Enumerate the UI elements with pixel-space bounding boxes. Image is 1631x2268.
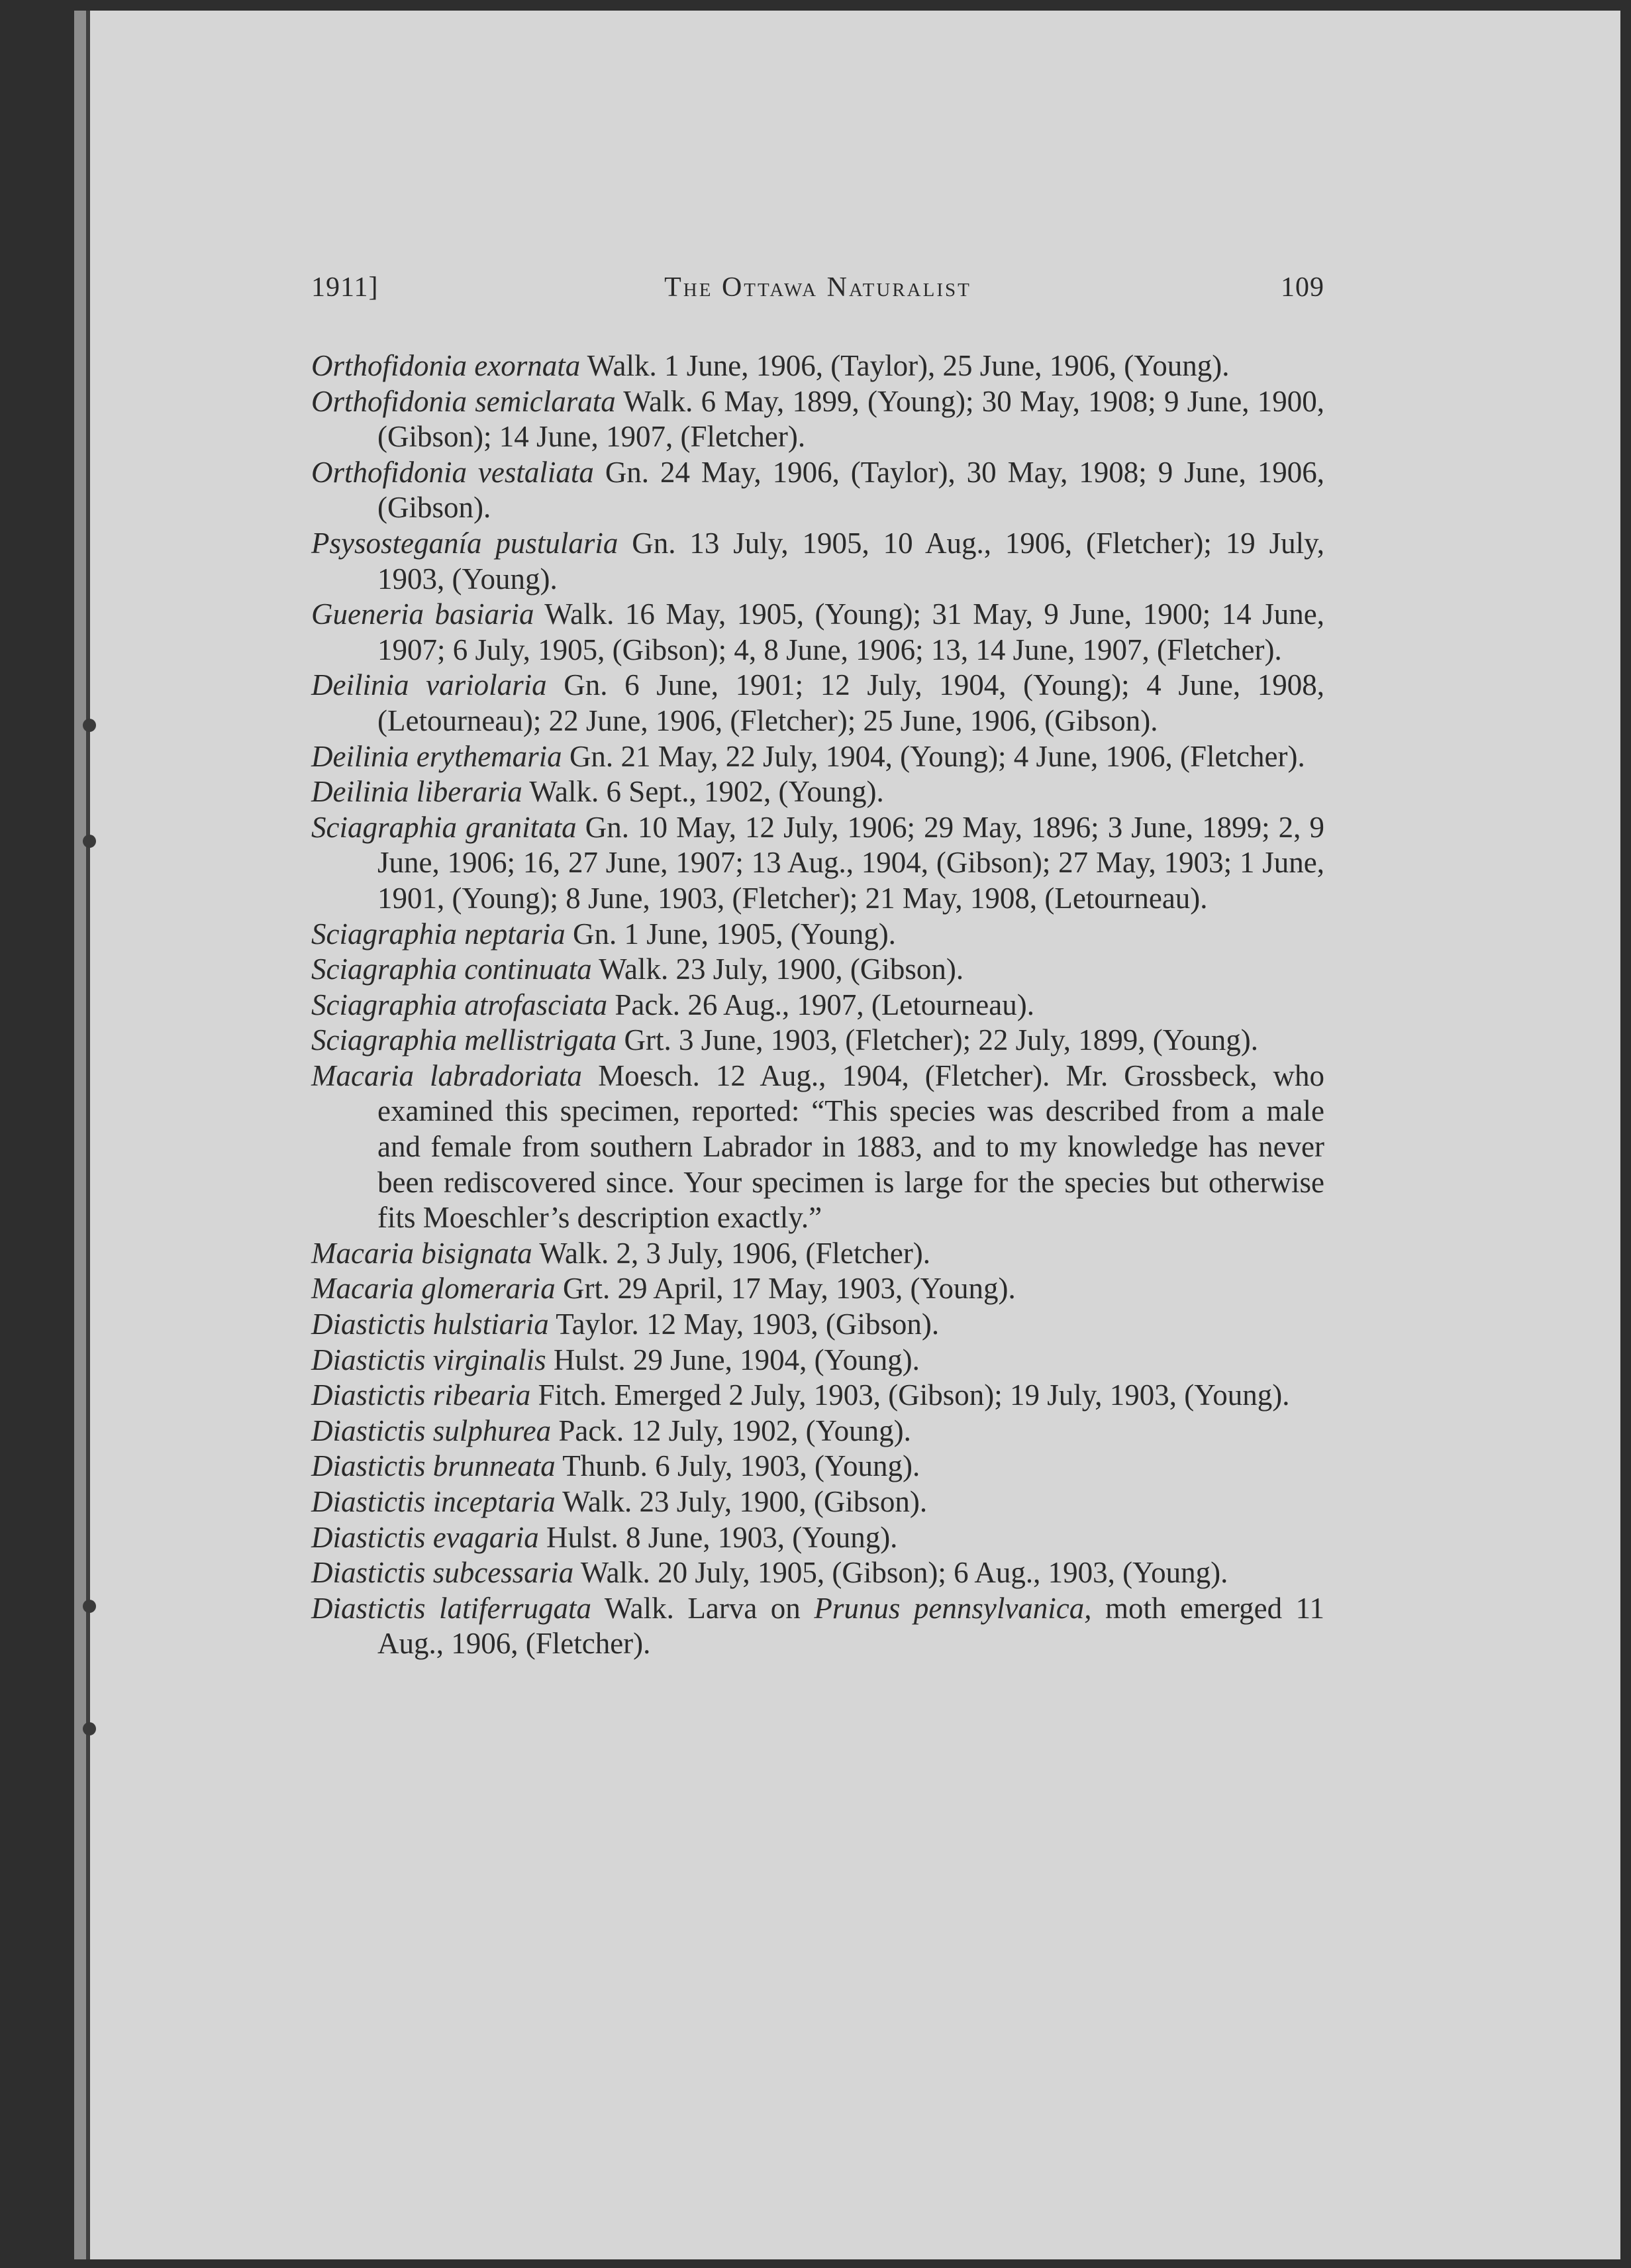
record-text: 10 May, 12 July, 1906; 29 May, 1896; 3 June, 1899; 2, 9 June, 1906; 16, 27 June, 1907; 13 Aug., 1904, (Gibson); 27 May, 1903; 1 June, 1901, (Young); 8 June, 1903, (Fletcher); 21 May, 1908, (Letourneau). (377, 810, 1325, 915)
species-name: Deilinia variolaria (311, 668, 547, 702)
species-entry (311, 348, 1324, 384)
species-name: Diastictis ribearia (311, 1378, 531, 1412)
species-entry (311, 455, 1324, 526)
species-author: Walk. (529, 775, 599, 809)
species-entry (311, 1307, 1324, 1343)
species-name: Diastictis evagaria (311, 1520, 539, 1554)
species-entry (311, 1484, 1324, 1520)
record-text: 12 May, 1903, (Gibson). (646, 1308, 940, 1341)
species-author: Walk. (604, 1591, 674, 1625)
species-entry (311, 1058, 1324, 1236)
species-author: Gn. (572, 917, 617, 951)
species-entry (311, 1414, 1324, 1449)
species-author: Hulst. (553, 1343, 626, 1376)
species-entry (311, 952, 1324, 988)
running-title: The Ottawa Naturalist (664, 272, 971, 303)
species-name: Diastictis sulphurea (311, 1414, 552, 1447)
species-entry (311, 1555, 1324, 1591)
record-text: 13 July, 1905, 10 Aug., 1906, (Fletcher); 19 July, 1903, (Young). (377, 526, 1324, 595)
record-text: 1 June, 1906, (Taylor), 25 June, 1906, (Young). (664, 349, 1230, 382)
species-name: Diastictis virginalis (311, 1343, 546, 1376)
binding-edge (86, 11, 90, 2259)
species-entry (311, 1023, 1324, 1058)
species-author: Fitch. (538, 1378, 607, 1412)
species-author: Gn. (605, 455, 650, 489)
species-name: Diastictis hulstiaria (311, 1308, 549, 1341)
species-name: Diastictis inceptaria (311, 1485, 556, 1518)
species-author: Thunb. (562, 1449, 648, 1483)
record-text: 29 June, 1904, (Young). (632, 1343, 920, 1376)
species-entry (311, 597, 1324, 668)
species-name: Sciagraphia neptaria (311, 917, 566, 951)
species-author: Walk. (580, 1556, 650, 1590)
record-text: Larva on (687, 1591, 801, 1625)
species-entry (311, 1378, 1324, 1414)
species-name: Sciagraphia mellistrigata (311, 1023, 617, 1057)
species-name: Gueneria basiaria (311, 597, 534, 631)
record-text: 6 June, 1901; 12 July, 1904, (Young); 4 June, 1908, (Letourneau); 22 June, 1906, (Fletcher); 25 June, 1906, (Gibson). (377, 668, 1324, 737)
species-author: Walk. (623, 384, 693, 418)
species-name: Sciagraphia atrofasciata (311, 988, 608, 1021)
record-text-tail: moth emerged 11 Aug., 1906, (Fletcher). (377, 1591, 1324, 1661)
species-entry (311, 774, 1324, 810)
record-text: 20 July, 1905, (Gibson); 6 Aug., 1903, (Young). (658, 1556, 1228, 1590)
species-entry (311, 917, 1324, 953)
species-author: Pack. (615, 988, 681, 1021)
species-author: Walk. (587, 349, 657, 382)
species-entry (311, 1236, 1324, 1272)
species-name: Sciagraphia granitata (311, 810, 577, 844)
record-text: 24 May, 1906, (Taylor), 30 May, 1908; 9 June, 1906, (Gibson). (377, 455, 1324, 525)
binding-mark (83, 835, 96, 848)
record-text: 26 Aug., 1907, (Letourneau). (687, 988, 1034, 1021)
page-content (311, 272, 1324, 1662)
species-name: Diastictis latiferrugata (311, 1591, 592, 1625)
species-author: Walk. (599, 953, 669, 986)
record-text: 6 May, 1899, (Young); 30 May, 1908; 9 June, 1900, (Gibson); 14 June, 1907, (Fletcher). (377, 384, 1324, 454)
species-entry (311, 668, 1324, 739)
binding-mark (83, 719, 96, 732)
species-name: Macaria glomeraria (311, 1272, 556, 1306)
species-entry (311, 1271, 1324, 1307)
record-text: 1 June, 1905, (Young). (624, 917, 896, 951)
record-text: 6 Sept., 1902, (Young). (606, 775, 884, 809)
species-author: Gn. (564, 668, 608, 702)
species-name: Orthofidonia semiclarata (311, 384, 616, 418)
page-number: 109 (1281, 272, 1324, 303)
species-author: Gn. (585, 810, 629, 844)
species-author: Moesch. (598, 1058, 700, 1092)
species-name: Sciagraphia continuata (311, 953, 592, 986)
species-entry (311, 1520, 1324, 1556)
species-author: Hulst. (546, 1520, 618, 1554)
record-text: 3 June, 1903, (Fletcher); 22 July, 1899, (Young). (679, 1023, 1258, 1057)
species-name: Deilinia erythemaria (311, 739, 562, 773)
species-entry (311, 988, 1324, 1023)
species-name: Psysosteganía pustularia (311, 526, 618, 560)
host-plant-name: Prunus pennsylvanica, (814, 1591, 1092, 1625)
header-year: 1911] (311, 272, 379, 303)
species-entry (311, 739, 1324, 775)
species-author: Walk. (539, 1236, 609, 1270)
species-author: Walk. (562, 1485, 632, 1518)
species-author: Gn. (569, 739, 614, 773)
record-text: 6 July, 1903, (Young). (655, 1449, 920, 1483)
species-name: Orthofidonia exornata (311, 349, 581, 382)
binding-mark (83, 1600, 96, 1613)
species-author: Pack. (558, 1414, 624, 1447)
species-name: Diastictis subcessaria (311, 1556, 574, 1590)
record-text: 21 May, 22 July, 1904, (Young); 4 June, 1906, (Fletcher). (620, 739, 1305, 773)
species-author: Taylor. (556, 1308, 639, 1341)
record-text: 8 June, 1903, (Young). (625, 1520, 898, 1554)
species-author: Walk. (544, 597, 615, 631)
running-header (311, 272, 1324, 311)
species-entry (311, 526, 1324, 597)
record-text: 12 July, 1902, (Young). (631, 1414, 911, 1447)
record-text: 23 July, 1900, (Gibson). (639, 1485, 928, 1518)
species-author: Grt. (562, 1272, 611, 1306)
species-name: Orthofidonia vestaliata (311, 455, 594, 489)
species-name: Macaria labradoriata (311, 1058, 583, 1092)
species-name: Diastictis brunneata (311, 1449, 556, 1483)
record-text: 2, 3 July, 1906, (Fletcher). (616, 1236, 931, 1270)
species-name: Deilinia liberaria (311, 775, 522, 809)
binding-mark (83, 1722, 96, 1735)
species-entry (311, 1449, 1324, 1484)
species-entry (311, 810, 1324, 917)
record-text: 16 May, 1905, (Young); 31 May, 9 June, 1900; 14 June, 1907; 6 July, 1905, (Gibson); 4, 8 June, 1906; 13, 14 June, 1907, (Fletcher). (377, 597, 1324, 666)
record-text: 12 Aug., 1904, (Fletcher). Mr. Grossbeck, who examined this specimen, reported: “This species was described from a male and female from southern Labrador in 1883, and to my knowledge has never been rediscovered since. Your specimen is large for the species but otherwise fits Moeschler’s description exactly.” (377, 1058, 1325, 1235)
species-entry (311, 384, 1324, 455)
species-name: Macaria bisignata (311, 1236, 532, 1270)
species-list (311, 348, 1324, 1662)
record-text: 29 April, 17 May, 1903, (Young). (617, 1272, 1016, 1306)
species-author: Grt. (624, 1023, 671, 1057)
record-text: 23 July, 1900, (Gibson). (675, 953, 964, 986)
species-entry (311, 1343, 1324, 1378)
species-entry (311, 1591, 1324, 1662)
species-author: Gn. (632, 526, 676, 560)
record-text: Emerged 2 July, 1903, (Gibson); 19 July, 1903, (Young). (614, 1378, 1290, 1412)
